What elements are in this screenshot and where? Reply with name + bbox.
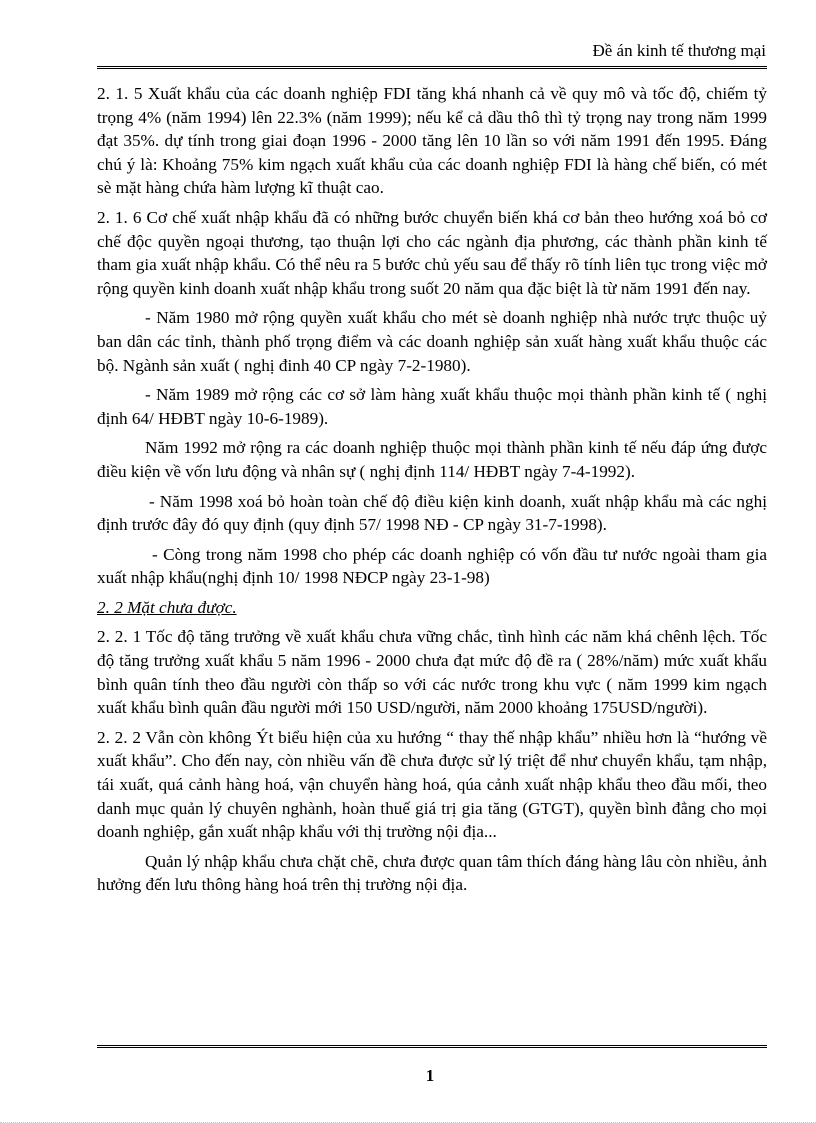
list-item-1998-b: - Còng trong năm 1998 cho phép các doanh nghiệp có vốn đầu tư nước ngoài tham gia xuất nhập khẩu(nghị định 10/ 1998 NĐCP ngày 23-1-98) bbox=[97, 544, 767, 588]
paragraph-2-1-5: 2. 1. 5 Xuất khẩu của các doanh nghiệp FDI tăng khá nhanh cả về quy mô và tốc độ, chiếm tỷ trọng 4% (năm 1994) lên 22.3% (năm 1999); nếu kể cả dầu thô thì tỷ trọng nay trong năm 1999 đạt 35%. dự tính trong giai đoạn 1996 - 2000 tăng lên 10 lần so với năm 1991 đến 1995. Đáng chú ý là: Khoảng 75% kim ngạch xuất khẩu của các doanh nghiệp FDI là hàng chế biến, có mét sè mặt hàng chứa hàm lượng kĩ thuật cao. bbox=[97, 84, 767, 198]
paragraph-2-2-1: 2. 2. 1 Tốc độ tăng trưởng về xuất khẩu chưa vững chắc, tình hình các năm khá chênh lệch. Tốc độ tăng trưởng xuất khẩu 5 năm 1996 - 2000 chưa đạt mức độ đề ra ( 28%/năm) mức xuất khẩu bình quân tính theo đầu người còn thấp so với các nước trong khu vực ( năm 1999 kim ngạch xuất khẩu bình quân đầu người mới 150 USD/người, năm 2000 khoảng 175USD/người). bbox=[97, 627, 767, 718]
list-item-1992: Năm 1992 mở rộng ra các doanh nghiệp thuộc mọi thành phần kinh tế nếu đáp ứng được điều kiện về vốn lưu động và nhân sự ( nghị định 114/ HĐBT ngày 7-4-1992). bbox=[97, 438, 767, 481]
section-heading-2-2: 2. 2 Mặt chưa được. bbox=[97, 597, 237, 617]
document-header-title: Đề án kinh tế thương mại bbox=[592, 41, 766, 60]
list-item-1980: - Năm 1980 mở rộng quyền xuất khẩu cho mét sè doanh nghiệp nhà nước trực thuộc uỷ ban dân các tỉnh, thành phố trọng điểm và các doanh nghiệp sản xuất hàng xuất khẩu thuộc các bộ. Ngành sản xuất ( nghị đinh 40 CP ngày 7-2-1980). bbox=[97, 308, 767, 375]
footer-divider bbox=[97, 1045, 767, 1048]
list-item-1998-a: - Năm 1998 xoá bỏ hoàn toàn chế độ điều kiện kinh doanh, xuất nhập khẩu mà các nghị định trước đây đó quy định (quy định 57/ 1998 NĐ - CP ngày 31-7-1998). bbox=[97, 491, 767, 535]
header-divider bbox=[97, 66, 767, 69]
page-number: 1 bbox=[425, 1066, 435, 1085]
document-body bbox=[97, 82, 767, 903]
paragraph-import-management: Quản lý nhập khẩu chưa chặt chẽ, chưa được quan tâm thích đáng hàng lâu còn nhiều, ảnh hưởng đến lưu thông hàng hoá trên thị trường nội địa. bbox=[97, 851, 767, 895]
paragraph-2-1-6: 2. 1. 6 Cơ chế xuất nhập khẩu đã có những bước chuyển biến khá cơ bản theo hướng xoá bỏ cơ chế độc quyền ngoại thương, tạo thuận lợi cho các ngành địa phương, các thành phần kinh tế tham gia xuất nhập khẩu. Có thể nêu ra 5 bước chủ yếu sau để thấy rõ tính liên tục trong việc mở rộng quyền kinh doanh xuất nhập khẩu trong suốt 20 năm qua đặc biệt là từ năm 1991 đến nay. bbox=[97, 207, 767, 298]
paragraph-2-2-2: 2. 2. 2 Vẫn còn không Ýt biểu hiện của xu hướng “ thay thế nhập khẩu” nhiều hơn là “hướng về xuất khẩu”. Cho đến nay, còn nhiều vấn đề chưa được sử lý triệt để như chuyển khẩu, tạm nhập, tái xuất, quá cảnh hàng hoá, vận chuyển hàng hoá, qúa cảnh xuất nhập khẩu theo đầu mối, theo danh mục quản lý chuyên nghành, hoàn thuế giá trị gia tăng (GTGT), quyền bình đẳng cho mọi doanh nghiệp, gắn xuất nhập khẩu với thị trường nội địa... bbox=[97, 727, 767, 842]
list-item-1989: - Năm 1989 mở rộng các cơ sở làm hàng xuất khẩu thuộc mọi thành phần kinh tế ( nghị định 64/ HĐBT ngày 10-6-1989). bbox=[97, 385, 767, 428]
